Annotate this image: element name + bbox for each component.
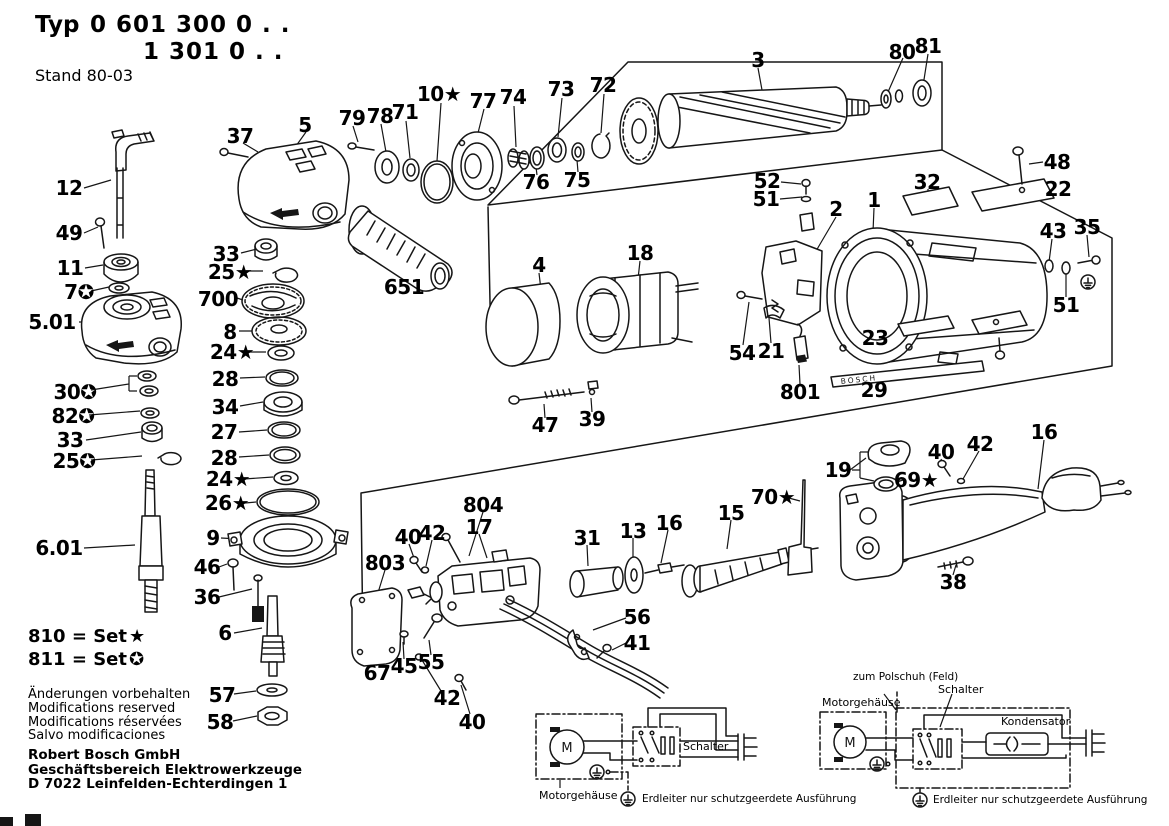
- print-marks: [0, 814, 41, 826]
- part-label-16-22: 22: [1044, 177, 1072, 201]
- part-label-12-3: 3: [751, 48, 765, 72]
- note-line: Modifications réservées: [28, 714, 182, 730]
- part-label-70-15: 15: [717, 501, 745, 525]
- part-label-30-18: 18: [626, 241, 654, 265]
- part-label-54-24★: 24★: [205, 467, 251, 491]
- company-line: Geschäftsbereich Elektrowerkzeuge: [28, 761, 303, 778]
- part-label-6-77: 77: [469, 89, 497, 113]
- part-label-11-75: 75: [563, 168, 591, 192]
- part-label-38-7✪: 7✪: [64, 280, 94, 304]
- part-label-31-4: 4: [532, 253, 546, 277]
- part-label-4-71: 71: [391, 100, 419, 124]
- part-label-0-37: 37: [226, 124, 254, 148]
- part-label-74-40: 40: [927, 440, 955, 464]
- part-label-34-39: 39: [578, 407, 606, 431]
- part-label-28-801: 801: [779, 380, 821, 404]
- part-label-57-46: 46: [193, 555, 221, 579]
- part-label-49-24★: 24★: [209, 340, 255, 364]
- part-label-75-42: 42: [966, 432, 994, 456]
- part-label-35-12: 12: [55, 176, 83, 200]
- part-label-13-80: 80: [888, 40, 916, 64]
- part-label-39-5.01: 5.01: [28, 310, 76, 334]
- motor-symbol-right: M: [844, 736, 856, 751]
- legend-set-810: 810 = Set ★: [28, 626, 146, 647]
- part-label-9-72: 72: [589, 73, 617, 97]
- wiring-label-0: Motorgehäuse: [539, 789, 618, 802]
- part-label-20-2: 2: [829, 197, 843, 221]
- part-label-1-5: 5: [298, 113, 312, 137]
- part-label-27-21: 21: [757, 339, 785, 363]
- part-label-7-74: 74: [499, 85, 527, 109]
- model-number-line1: 0 601 300 0 . .: [90, 12, 291, 38]
- part-label-3-78: 78: [366, 104, 394, 128]
- star-icon: ★: [128, 626, 146, 647]
- part-label-77-38: 38: [939, 570, 967, 594]
- bosch-strip-text: BOSCH: [840, 373, 878, 386]
- part-label-18-52: 52: [753, 169, 781, 193]
- part-label-71-70★: 70★: [750, 485, 796, 509]
- part-label-37-11: 11: [56, 256, 84, 280]
- part-label-41-82✪: 82✪: [51, 404, 95, 428]
- part-label-40-30✪: 30✪: [53, 380, 97, 404]
- stator-group: [486, 272, 698, 404]
- part-label-44-6.01: 6.01: [35, 536, 83, 560]
- revision-notes: [28, 688, 190, 743]
- stand-revision: Stand 80-03: [35, 66, 134, 85]
- motor-symbol-left: M: [561, 741, 573, 756]
- part-label-59-6: 6: [218, 621, 232, 645]
- note-line: Modifications reserved: [28, 700, 176, 716]
- wiring-label-1: Schalter: [683, 740, 729, 753]
- part-label-26-54: 54: [728, 341, 756, 365]
- part-label-52-27: 27: [210, 420, 238, 444]
- part-label-61-58: 58: [206, 710, 234, 734]
- part-label-72-19: 19: [824, 458, 852, 482]
- part-label-80-67: 67: [363, 661, 391, 685]
- part-label-56-9: 9: [206, 526, 220, 550]
- model-number-line2: 1 301 0 . .: [143, 39, 284, 65]
- wiring-diagram-right: [820, 692, 1105, 807]
- company-line: D 7022 Leinfelden-Echterdingen 1: [28, 776, 288, 792]
- wiring-label-5: Schalter: [938, 683, 984, 696]
- part-label-32-651: 651: [383, 275, 425, 299]
- wiring-label-2: Erdleiter nur schutzgeerdete Ausführung: [642, 793, 857, 805]
- part-label-8-73: 73: [547, 77, 575, 101]
- part-label-68-13: 13: [619, 519, 647, 543]
- part-label-73-69★: 69★: [893, 468, 939, 492]
- part-label-19-51: 51: [752, 187, 780, 211]
- lower-assembly-group: [351, 441, 1131, 698]
- part-label-24-51: 51: [1052, 293, 1080, 317]
- part-label-66-803: 803: [364, 551, 406, 575]
- part-label-42-33: 33: [56, 428, 84, 452]
- part-label-21-1: 1: [867, 188, 881, 212]
- part-label-78-56: 56: [623, 605, 651, 629]
- part-label-65-42: 42: [418, 521, 446, 545]
- part-label-23-35: 35: [1073, 215, 1101, 239]
- part-label-25-23: 23: [861, 326, 889, 350]
- part-label-48-8: 8: [223, 320, 237, 344]
- part-label-51-34: 34: [211, 395, 239, 419]
- company-line: Robert Bosch GmbH: [28, 747, 181, 763]
- wiring-label-6: Kondensator: [1001, 715, 1071, 728]
- part-label-79-41: 41: [623, 631, 651, 655]
- wiring-label-7: Erdleiter nur schutzgeerdete Ausführung: [933, 794, 1148, 806]
- part-label-14-81: 81: [914, 34, 942, 58]
- part-label-10-76: 76: [522, 170, 550, 194]
- part-label-63-17: 17: [465, 515, 493, 539]
- note-line: Salvo modificaciones: [28, 728, 166, 744]
- part-label-81-45: 45: [390, 654, 418, 678]
- part-label-5-10★: 10★: [416, 82, 462, 106]
- set-legend: [28, 625, 145, 671]
- part-label-58-36: 36: [193, 585, 221, 609]
- part-label-29-29: 29: [860, 378, 888, 402]
- part-label-55-26★: 26★: [204, 491, 250, 515]
- part-label-84-40: 40: [458, 710, 486, 734]
- part-label-47-700: 700: [197, 287, 239, 311]
- part-label-67-31: 31: [573, 526, 601, 550]
- wiring-label-4: zum Polschuh (Feld): [853, 671, 959, 683]
- part-label-62-804: 804: [462, 493, 504, 517]
- wiring-label-3: Motorgehäuse: [822, 696, 901, 709]
- typ-label: Typ: [35, 12, 80, 38]
- part-label-64-40: 40: [394, 525, 422, 549]
- note-line: Änderungen vorbehalten: [28, 687, 191, 702]
- part-label-45-33: 33: [212, 242, 240, 266]
- part-label-76-16: 16: [1030, 420, 1058, 444]
- part-label-17-32: 32: [913, 170, 941, 194]
- part-label-69-16: 16: [655, 511, 683, 535]
- part-label-33-47: 47: [531, 413, 559, 437]
- circled-star-icon: ✪: [128, 649, 145, 670]
- part-label-15-48: 48: [1043, 150, 1071, 174]
- company-address: [28, 748, 302, 792]
- part-label-60-57: 57: [208, 683, 236, 707]
- part-label-36-49: 49: [55, 221, 83, 245]
- part-label-82-55: 55: [417, 650, 445, 674]
- part-label-22-43: 43: [1039, 219, 1067, 243]
- part-label-83-42: 42: [433, 686, 461, 710]
- part-label-46-25★: 25★: [207, 260, 253, 284]
- legend-set-811: 811 = Set ✪: [28, 649, 145, 670]
- left-cover-group: [82, 130, 182, 612]
- part-label-43-25✪: 25✪: [52, 449, 96, 473]
- part-label-50-28: 28: [211, 367, 239, 391]
- part-label-53-28: 28: [210, 446, 238, 470]
- part-label-2-79: 79: [338, 106, 366, 130]
